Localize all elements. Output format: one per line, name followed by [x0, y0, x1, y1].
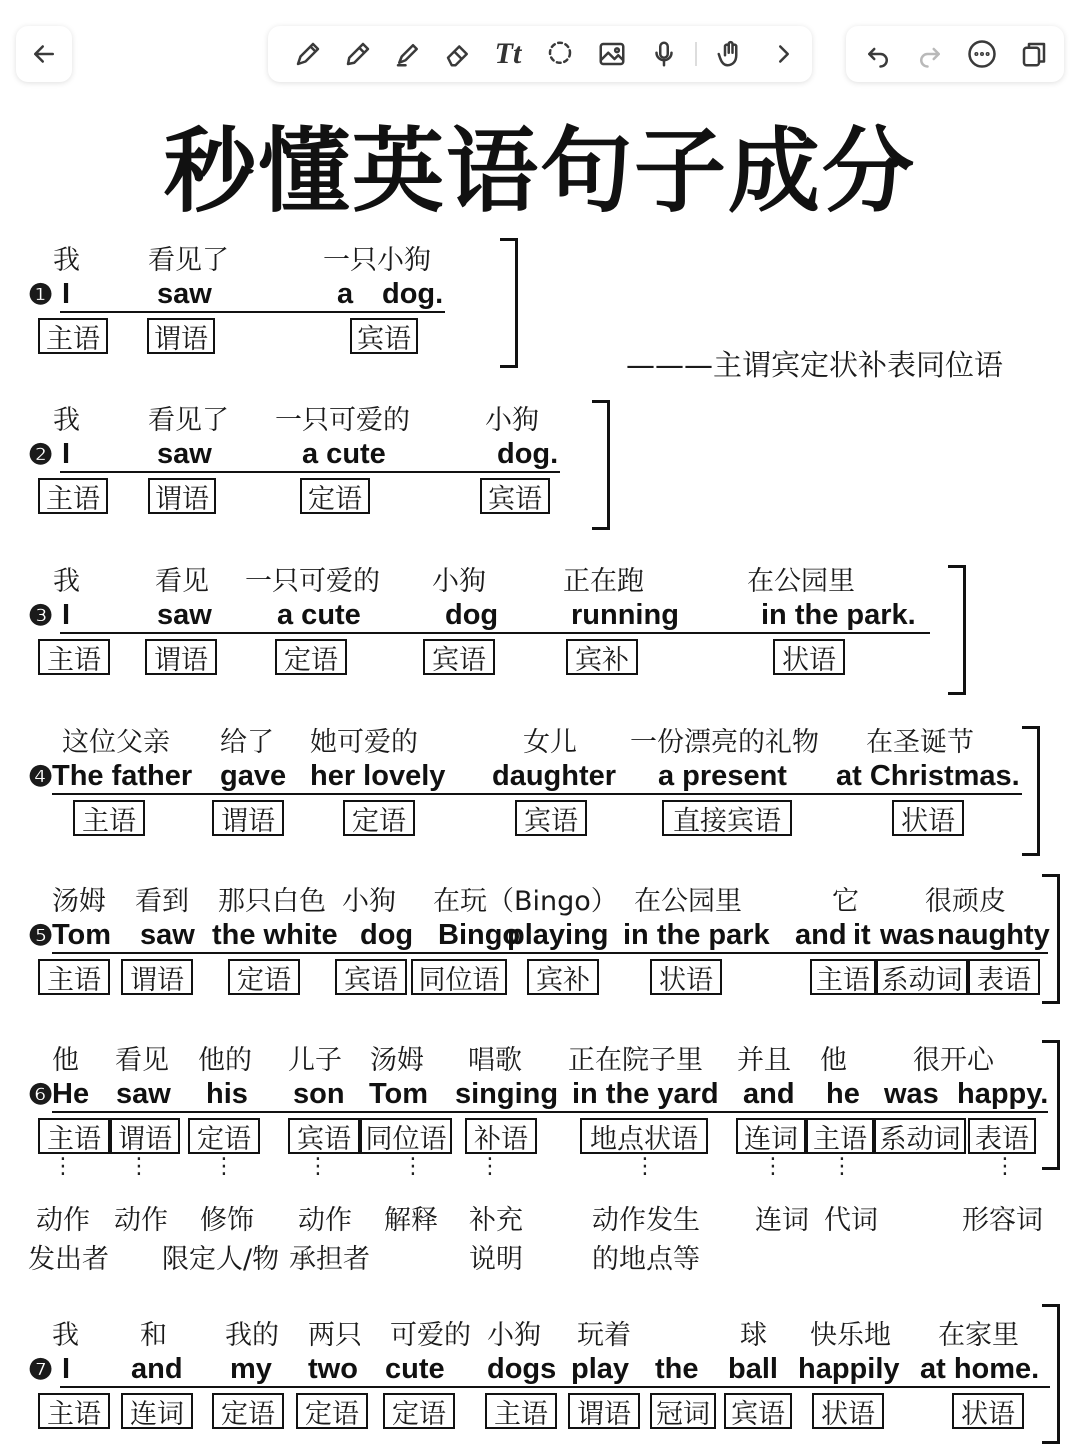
- english-word: dog.: [497, 438, 559, 470]
- actions-toolbar: [846, 26, 1064, 82]
- chinese-gloss: 他: [820, 1045, 847, 1076]
- chinese-gloss: 很顽皮: [925, 886, 1006, 917]
- role-explanation: 修饰: [200, 1205, 254, 1236]
- role-tag: 同位语: [360, 1118, 452, 1154]
- role-tag: 主语: [73, 800, 145, 836]
- english-word: happily: [798, 1353, 900, 1385]
- chinese-gloss: 儿子: [288, 1045, 342, 1076]
- english-word: was: [880, 919, 935, 951]
- role-explanation: 形容词: [962, 1205, 1043, 1236]
- sentence-underline: [52, 952, 1048, 954]
- chinese-gloss: 我: [53, 566, 80, 597]
- role-tag: 主语: [38, 1118, 110, 1154]
- chinese-gloss: 汤姆: [52, 886, 106, 917]
- group-bracket: [948, 565, 966, 695]
- text-icon[interactable]: Tt: [494, 37, 522, 70]
- dotted-connector: ⋮: [831, 1154, 853, 1179]
- sentence-number: ❼: [28, 1354, 54, 1385]
- undo-icon[interactable]: [860, 36, 896, 72]
- role-tag: 定语: [188, 1118, 260, 1154]
- role-tag: 定语: [228, 959, 300, 995]
- sentence-underline: [60, 311, 445, 313]
- role-tag: 宾语: [335, 959, 407, 995]
- role-tag: 宾补: [566, 639, 638, 675]
- chinese-gloss: 一份漂亮的礼物: [630, 727, 819, 758]
- role-tag: 定语: [296, 1393, 368, 1429]
- english-word: and: [795, 919, 847, 951]
- group-bracket: [1042, 874, 1060, 1004]
- tools-toolbar: [268, 26, 812, 82]
- role-explanation: 动作发生: [592, 1205, 700, 1236]
- role-tag: 谓语: [568, 1393, 640, 1429]
- chinese-gloss: 和: [140, 1320, 167, 1351]
- chinese-gloss: 在公园里: [747, 566, 855, 597]
- dotted-connector: ⋮: [213, 1154, 235, 1179]
- chinese-gloss: 一只小狗: [323, 245, 431, 276]
- english-word: running: [571, 599, 679, 631]
- role-tag: 宾补: [527, 959, 599, 995]
- english-word: the: [655, 1353, 699, 1385]
- chinese-gloss: 看到: [135, 886, 189, 917]
- highlighter-icon[interactable]: [390, 36, 426, 72]
- chinese-gloss: 我: [53, 405, 80, 436]
- english-word: his: [206, 1078, 248, 1110]
- english-word: Tom: [369, 1078, 429, 1110]
- chinese-gloss: 它: [832, 886, 859, 917]
- role-tag: 主语: [806, 1118, 874, 1154]
- chinese-gloss: 小狗: [432, 566, 486, 597]
- dotted-connector: ⋮: [762, 1154, 784, 1179]
- english-word: was: [884, 1078, 939, 1110]
- role-tag: 谓语: [147, 318, 215, 354]
- pen-icon[interactable]: [290, 36, 326, 72]
- chinese-gloss: 他的: [198, 1045, 252, 1076]
- sentence-number: ❺: [28, 920, 54, 951]
- sentence-underline: [60, 632, 930, 634]
- role-tag: 宾语: [480, 478, 550, 514]
- english-word: saw: [157, 438, 212, 470]
- sentence-number: ❻: [28, 1079, 54, 1110]
- sentence-number: ❷: [28, 439, 54, 470]
- role-explanation: 连词: [755, 1205, 809, 1236]
- chinese-gloss: 小狗: [487, 1320, 541, 1351]
- group-bracket: [1042, 1040, 1060, 1170]
- role-tag: 主语: [38, 318, 108, 354]
- role-tag: 谓语: [145, 639, 217, 675]
- english-word: dogs: [487, 1353, 557, 1385]
- role-tag: 地点状语: [580, 1118, 708, 1154]
- role-explanation: 动作: [114, 1205, 168, 1236]
- english-word: cute: [385, 1353, 445, 1385]
- dotted-connector: ⋮: [479, 1154, 501, 1179]
- role-tag: 谓语: [148, 478, 216, 514]
- chinese-gloss: 在圣诞节: [866, 727, 974, 758]
- role-tag: 宾语: [515, 800, 587, 836]
- english-word: saw: [157, 599, 212, 631]
- english-word: a: [337, 278, 354, 310]
- chinese-gloss: 一只可爱的: [245, 566, 380, 597]
- english-word: happy.: [957, 1078, 1049, 1110]
- chinese-gloss: 他: [52, 1045, 79, 1076]
- chinese-gloss: 正在跑: [563, 566, 644, 597]
- role-tag: 定语: [275, 639, 347, 675]
- english-word: saw: [157, 278, 212, 310]
- role-tag: 宾语: [350, 318, 418, 354]
- toolbar-divider: [695, 42, 697, 66]
- eraser-icon[interactable]: [440, 36, 476, 72]
- chinese-gloss: 这位父亲: [62, 727, 170, 758]
- back-icon[interactable]: [26, 36, 62, 72]
- chinese-gloss: 女儿: [523, 727, 577, 758]
- role-tag: 谓语: [110, 1118, 180, 1154]
- role-tag: 冠词: [650, 1393, 716, 1429]
- english-word: Bingo: [438, 919, 521, 951]
- english-word: singing: [455, 1078, 559, 1110]
- chinese-gloss: 我的: [225, 1320, 279, 1351]
- role-tag: 主语: [38, 478, 108, 514]
- chinese-gloss: 并且: [737, 1045, 791, 1076]
- pencil-icon[interactable]: [340, 36, 376, 72]
- english-word: two: [308, 1353, 358, 1385]
- english-word: at home.: [920, 1353, 1040, 1385]
- role-tag: 表语: [968, 1118, 1036, 1154]
- chinese-gloss: 看见了: [148, 405, 229, 436]
- role-tag: 定语: [212, 1393, 284, 1429]
- role-explanation: 动作: [36, 1205, 90, 1236]
- chinese-gloss: 可爱的: [390, 1320, 471, 1351]
- role-tag: 同位语: [411, 959, 507, 995]
- sentence-underline: [52, 1111, 1048, 1113]
- role-tag: 谓语: [121, 959, 193, 995]
- back-toolbar: [16, 26, 72, 82]
- role-tag: 表语: [968, 959, 1040, 995]
- chinese-gloss: 在家里: [938, 1320, 1019, 1351]
- sentence-underline: [60, 471, 560, 473]
- role-tag: 直接宾语: [662, 800, 792, 836]
- role-explanation: 的地点等: [592, 1244, 700, 1275]
- english-word: playing: [507, 919, 609, 951]
- english-word: her lovely: [310, 760, 446, 792]
- role-tag: 补语: [465, 1118, 537, 1154]
- more-icon[interactable]: [964, 36, 1000, 72]
- role-tag: 宾语: [423, 639, 495, 675]
- role-explanation: 限定人/物: [162, 1244, 280, 1275]
- chinese-gloss: 汤姆: [370, 1045, 424, 1076]
- english-word: it: [853, 919, 871, 951]
- english-word: a present: [658, 760, 787, 792]
- chinese-gloss: 看见: [155, 566, 209, 597]
- role-explanation: 说明: [469, 1244, 523, 1275]
- chinese-gloss: 那只白色: [218, 886, 326, 917]
- english-word: the white: [212, 919, 338, 951]
- chinese-gloss: 我: [52, 1320, 79, 1351]
- english-word: I: [62, 438, 71, 470]
- chinese-gloss: 一只可爱的: [275, 405, 410, 436]
- role-tag: 定语: [343, 800, 415, 836]
- chinese-gloss: 在玩（Bingo）: [433, 886, 618, 917]
- chinese-gloss: 她可爱的: [310, 727, 418, 758]
- role-explanation: 发出者: [28, 1244, 109, 1275]
- pages-icon[interactable]: [1016, 36, 1052, 72]
- role-tag: 定语: [383, 1393, 455, 1429]
- role-tag: 主语: [38, 639, 110, 675]
- mic-icon[interactable]: [646, 36, 682, 72]
- english-word: gave: [220, 760, 287, 792]
- role-tag: 主语: [38, 959, 110, 995]
- sentence-number: ❹: [28, 761, 54, 792]
- role-tag: 主语: [38, 1393, 110, 1429]
- dotted-connector: ⋮: [307, 1154, 329, 1179]
- group-bracket: [592, 400, 610, 530]
- chinese-gloss: 唱歌: [468, 1045, 522, 1076]
- role-tag: 连词: [121, 1393, 193, 1429]
- english-word: he: [826, 1078, 860, 1110]
- legend-text: ———主谓宾定状补表同位语: [626, 348, 1004, 382]
- english-word: a cute: [302, 438, 386, 470]
- chinese-gloss: 正在院子里: [568, 1045, 703, 1076]
- english-word: at Christmas.: [836, 760, 1020, 792]
- chinese-gloss: 快乐地: [810, 1320, 891, 1351]
- role-tag: 状语: [773, 639, 845, 675]
- english-word: in the yard: [572, 1078, 719, 1110]
- dotted-connector: ⋮: [994, 1154, 1016, 1179]
- role-explanation: 代词: [824, 1205, 878, 1236]
- chinese-gloss: 看见: [115, 1045, 169, 1076]
- english-word: son: [293, 1078, 345, 1110]
- chinese-gloss: 小狗: [342, 886, 396, 917]
- english-word: He: [52, 1078, 90, 1110]
- chinese-gloss: 小狗: [485, 405, 539, 436]
- english-word: The father: [52, 760, 193, 792]
- english-word: daughter: [492, 760, 617, 792]
- english-word: naughty: [937, 919, 1050, 951]
- page-title: 秒懂英语句子成分: [163, 118, 916, 225]
- english-word: play: [571, 1353, 630, 1385]
- english-word: my: [230, 1353, 272, 1385]
- role-tag: 宾语: [724, 1393, 792, 1429]
- role-tag: 宾语: [288, 1118, 360, 1154]
- image-icon[interactable]: [594, 36, 630, 72]
- chevron-right-icon[interactable]: [766, 36, 802, 72]
- group-bracket: [500, 238, 518, 368]
- english-word: ball: [728, 1353, 778, 1385]
- dotted-connector: ⋮: [52, 1154, 74, 1179]
- role-tag: 定语: [300, 478, 370, 514]
- chinese-gloss: 很开心: [913, 1045, 994, 1076]
- gesture-icon[interactable]: [712, 36, 748, 72]
- chinese-gloss: 球: [740, 1320, 767, 1351]
- role-explanation: 承担者: [289, 1244, 370, 1275]
- role-explanation: 动作: [298, 1205, 352, 1236]
- role-tag: 状语: [952, 1393, 1024, 1429]
- chinese-gloss: 两只: [308, 1320, 362, 1351]
- sentence-underline: [60, 1386, 1050, 1388]
- english-word: dog.: [382, 278, 444, 310]
- role-tag: 状语: [650, 959, 722, 995]
- chinese-gloss: 我: [53, 245, 80, 276]
- lasso-icon[interactable]: [542, 36, 578, 72]
- english-word: and: [131, 1353, 183, 1385]
- role-tag: 状语: [812, 1393, 884, 1429]
- english-word: in the park: [623, 919, 770, 951]
- role-tag: 状语: [892, 800, 964, 836]
- english-word: Tom: [52, 919, 112, 951]
- role-tag: 主语: [485, 1393, 557, 1429]
- english-word: and: [743, 1078, 795, 1110]
- role-explanation: 补充: [469, 1205, 523, 1236]
- chinese-gloss: 给了: [220, 727, 274, 758]
- english-word: saw: [140, 919, 195, 951]
- dotted-connector: ⋮: [634, 1154, 656, 1179]
- redo-icon[interactable]: [912, 36, 948, 72]
- english-word: I: [62, 278, 71, 310]
- sentence-number: ❸: [28, 600, 54, 631]
- sentence-underline: [52, 793, 1022, 795]
- role-tag: 系动词: [874, 1118, 966, 1154]
- role-tag: 连词: [736, 1118, 806, 1154]
- english-word: a cute: [277, 599, 361, 631]
- english-word: dog: [360, 919, 414, 951]
- english-word: in the park.: [761, 599, 916, 631]
- english-word: I: [62, 599, 71, 631]
- group-bracket: [1022, 726, 1040, 856]
- english-word: saw: [116, 1078, 171, 1110]
- role-tag: 主语: [810, 959, 876, 995]
- chinese-gloss: 看见了: [148, 245, 229, 276]
- role-tag: 系动词: [876, 959, 968, 995]
- english-word: dog: [445, 599, 499, 631]
- dotted-connector: ⋮: [128, 1154, 150, 1179]
- english-word: I: [62, 1353, 71, 1385]
- chinese-gloss: 在公园里: [634, 886, 742, 917]
- group-bracket: [1042, 1304, 1060, 1444]
- chinese-gloss: 玩着: [577, 1320, 631, 1351]
- role-explanation: 解释: [384, 1205, 438, 1236]
- dotted-connector: ⋮: [402, 1154, 424, 1179]
- role-tag: 谓语: [212, 800, 284, 836]
- sentence-number: ❶: [28, 279, 54, 310]
